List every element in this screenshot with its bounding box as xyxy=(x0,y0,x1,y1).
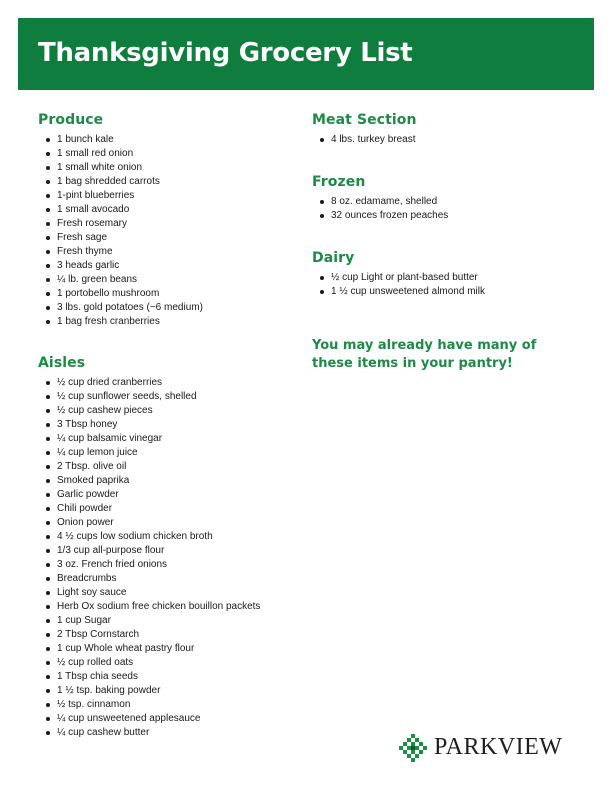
list-item: Herb Ox sodium free chicken bouillon packets xyxy=(46,600,298,614)
list-item: 4 ½ cups low sodium chicken broth xyxy=(46,530,298,544)
list-item: 1 bag fresh cranberries xyxy=(46,315,298,329)
meat-list xyxy=(312,133,572,147)
list-item: 2 Tbsp. olive oil xyxy=(46,460,298,474)
parkview-logo xyxy=(398,732,588,762)
dairy-heading: Dairy xyxy=(312,250,355,266)
list-item: ¼ cup balsamic vinegar xyxy=(46,432,298,446)
list-item: 1 Tbsp chia seeds xyxy=(46,670,298,684)
list-item: ½ cup cashew pieces xyxy=(46,404,298,418)
list-item: 3 Tbsp honey xyxy=(46,418,298,432)
list-item: 1 portobello mushroom xyxy=(46,287,298,301)
list-item: 3 heads garlic xyxy=(46,259,298,273)
list-item: Garlic powder xyxy=(46,488,298,502)
list-item: ½ cup Light or plant-based butter xyxy=(320,271,572,285)
list-item: ¼ lb. green beans xyxy=(46,273,298,287)
pantry-note: You may already have many of these items in your pantry! xyxy=(312,338,537,371)
list-item: 3 lbs. gold potatoes (~6 medium) xyxy=(46,301,298,315)
list-item: ½ cup sunflower seeds, shelled xyxy=(46,390,298,404)
list-item: ½ cup dried cranberries xyxy=(46,376,298,390)
list-item: 1 cup Whole wheat pastry flour xyxy=(46,642,298,656)
list-item: Fresh thyme xyxy=(46,245,298,259)
title-banner xyxy=(18,18,594,90)
list-item: Light soy sauce xyxy=(46,586,298,600)
list-item: Breadcrumbs xyxy=(46,572,298,586)
list-item: Fresh rosemary xyxy=(46,217,298,231)
dairy-section xyxy=(312,250,572,299)
list-item: ¼ cup cashew butter xyxy=(46,726,298,740)
list-item: ½ tsp. cinnamon xyxy=(46,698,298,712)
parkview-quilt-icon xyxy=(398,733,428,763)
right-column xyxy=(312,112,572,373)
list-item: 1 small avocado xyxy=(46,203,298,217)
list-item: 1 cup Sugar xyxy=(46,614,298,628)
list-item: 2 Tbsp Cornstarch xyxy=(46,628,298,642)
list-item: 1 small red onion xyxy=(46,147,298,161)
list-item: 3 oz. French fried onions xyxy=(46,558,298,572)
list-item: Onion power xyxy=(46,516,298,530)
produce-list xyxy=(38,133,298,329)
list-item: 32 ounces frozen peaches xyxy=(320,209,572,223)
list-item: ¼ cup unsweetened applesauce xyxy=(46,712,298,726)
list-item: Chili powder xyxy=(46,502,298,516)
frozen-list xyxy=(312,195,572,223)
aisles-list xyxy=(38,376,298,740)
left-column xyxy=(38,112,298,740)
list-item: 1 bunch kale xyxy=(46,133,298,147)
aisles-heading: Aisles xyxy=(38,355,86,371)
list-item: 1-pint blueberries xyxy=(46,189,298,203)
list-item: 1 ½ tsp. baking powder xyxy=(46,684,298,698)
list-item: ¼ cup lemon juice xyxy=(46,446,298,460)
page-title: Thanksgiving Grocery List xyxy=(38,38,413,68)
list-item: 1/3 cup all-purpose flour xyxy=(46,544,298,558)
meat-section xyxy=(312,112,572,147)
list-item: Smoked paprika xyxy=(46,474,298,488)
produce-heading: Produce xyxy=(38,112,104,128)
meat-heading: Meat Section xyxy=(312,112,417,128)
produce-section xyxy=(38,112,298,329)
list-item: 4 lbs. turkey breast xyxy=(320,133,572,147)
logo-wordmark: PARKVIEW xyxy=(434,734,563,760)
dairy-list xyxy=(312,271,572,299)
list-item: ½ cup rolled oats xyxy=(46,656,298,670)
list-item: 8 oz. edamame, shelled xyxy=(320,195,572,209)
list-item: 1 bag shredded carrots xyxy=(46,175,298,189)
list-item: 1 ½ cup unsweetened almond milk xyxy=(320,285,572,299)
list-item: Fresh sage xyxy=(46,231,298,245)
aisles-section xyxy=(38,355,298,740)
list-item: 1 small white onion xyxy=(46,161,298,175)
frozen-section xyxy=(312,174,572,223)
frozen-heading: Frozen xyxy=(312,174,366,190)
